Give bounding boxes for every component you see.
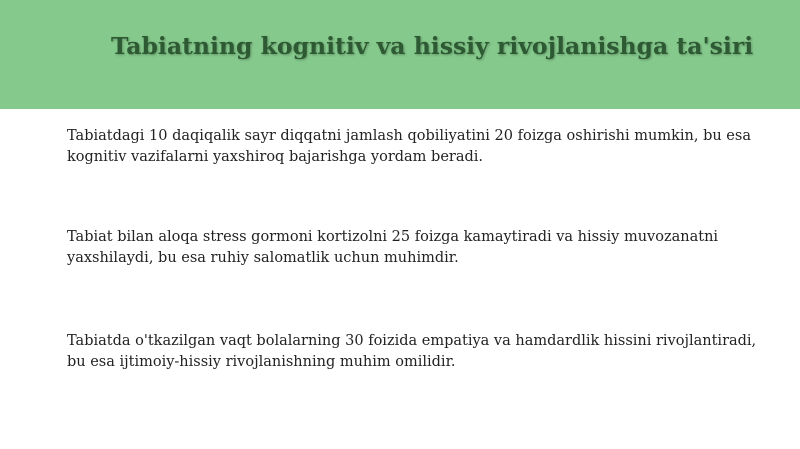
paragraph-stress: Tabiat bilan aloqa stress gormoni kortizolni 25 foizga kamaytiradi va hissiy muvozanatni yaxshilaydi, bu esa ruhiy salomatlik uchun muhimdir. bbox=[67, 229, 719, 266]
title-banner bbox=[0, 0, 800, 109]
paragraph-empathy: Tabiatda o'tkazilgan vaqt bolalarning 30 foizida empatiya va hamdardlik hissini rivojlantiradi, bu esa ijtimoiy-hissiy rivojlanishning muhim omilidir. bbox=[67, 333, 757, 370]
paragraph-attention: Tabiatdagi 10 daqiqalik sayr diqqatni jamlash qobiliyatini 20 foizga oshirishi mumkin, bu esa kognitiv vazifalarni yaxshiroq bajarishga yordam beradi. bbox=[67, 128, 751, 165]
page-title: Tabiatning kognitiv va hissiy rivojlanishga ta'siri bbox=[111, 32, 754, 60]
